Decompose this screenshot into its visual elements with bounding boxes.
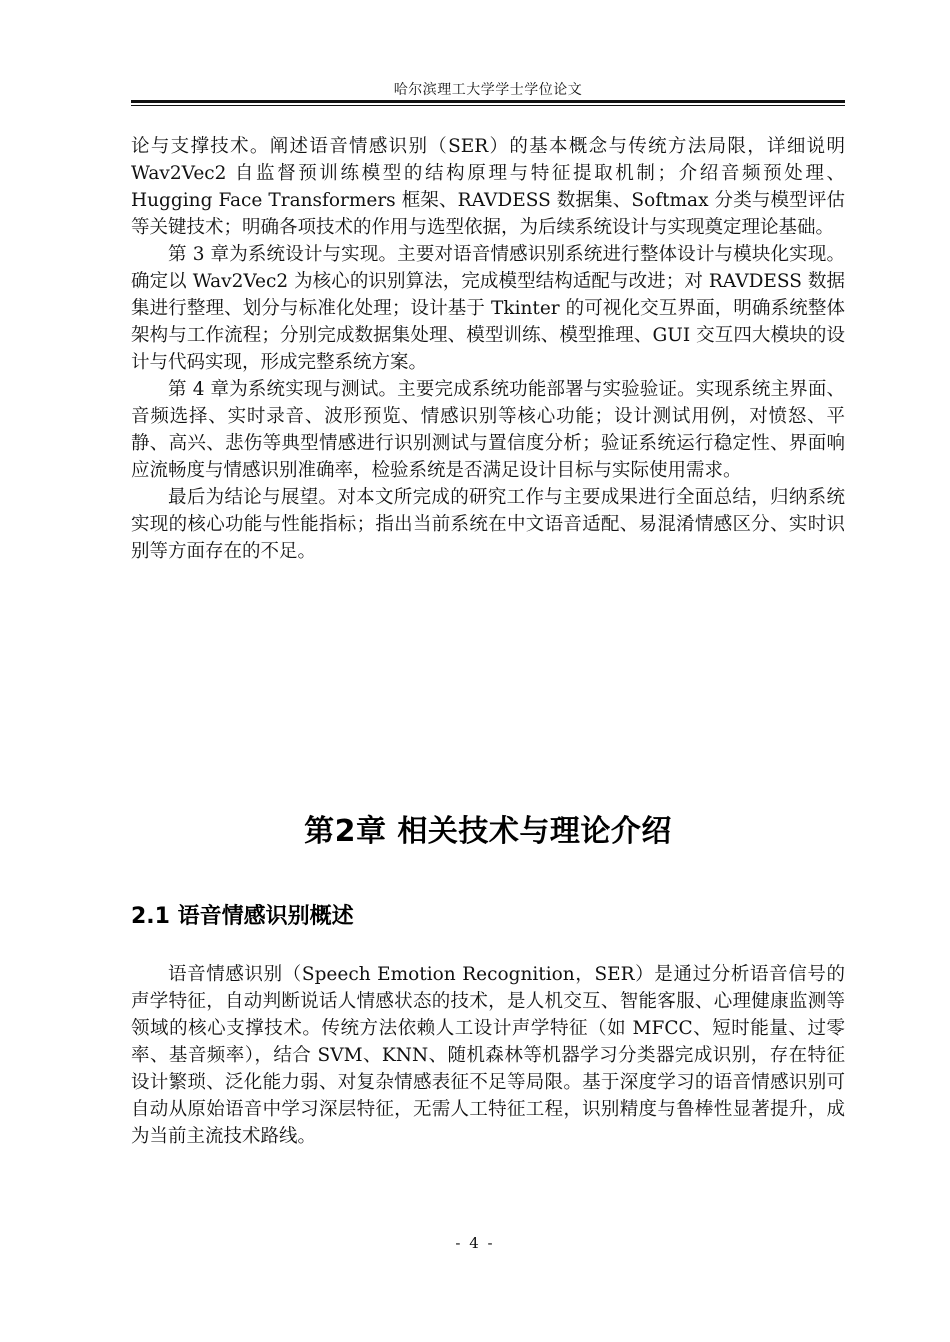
- header-rule-thin: [131, 105, 845, 106]
- section-body-text: [131, 961, 845, 1150]
- paragraph-chapter2-summary: 论与支撑技术。阐述语音情感识别（SER）的基本概念与传统方法局限，详细说明 Wav2Vec2 自监督预训练模型的结构原理与特征提取机制；介绍音频预处理、Hugging Face Transformers 框架、RAVDESS 数据集、Softmax 分类与模型评估等关键技术；明确各项技术的作用与选型依据，为后续系统设计与实现奠定理论基础。: [131, 136, 845, 238]
- paragraph-conclusion-summary: 最后为结论与展望。对本文所完成的研究工作与主要成果进行全面总结，归纳系统实现的核心功能与性能指标；指出当前系统在中文语音适配、易混淆情感区分、实时识别等方面存在的不足。: [131, 487, 845, 562]
- top-body-text: [131, 133, 845, 565]
- running-header: 哈尔滨理工大学学士学位论文: [393, 82, 583, 98]
- paragraph-chapter3-summary: 第 3 章为系统设计与实现。主要对语音情感识别系统进行整体设计与模块化实现。确定以 Wav2Vec2 为核心的识别算法，完成模型结构适配与改进；对 RAVDESS 数据集进行整理、划分与标准化处理；设计基于 Tkinter 的可视化交互界面，明确系统整体架构与工作流程；分别完成数据集处理、模型训练、模型推理、GUI 交互四大模块的设计与代码实现，形成完整系统方案。: [131, 244, 845, 373]
- section-title: 2.1 语音情感识别概述: [131, 904, 354, 929]
- paragraph-chapter4-summary: 第 4 章为系统实现与测试。主要完成系统功能部署与实验验证。实现系统主界面、音频选择、实时录音、波形预览、情感识别等核心功能；设计测试用例，对愤怒、平静、高兴、悲伤等典型情感进行识别测试与置信度分析；验证系统运行稳定性、界面响应流畅度与情感识别准确率，检验系统是否满足设计目标与实际使用需求。: [131, 379, 845, 481]
- header-rule-thick: [131, 100, 845, 103]
- chapter-title: 第2章 相关技术与理论介绍: [304, 814, 672, 849]
- paragraph-ser-overview: 语音情感识别（Speech Emotion Recognition，SER）是通过分析语音信号的声学特征，自动判断说话人情感状态的技术，是人机交互、智能客服、心理健康监测等领域的核心支撑技术。传统方法依赖人工设计声学特征（如 MFCC、短时能量、过零率、基音频率），结合 SVM、KNN、随机森林等机器学习分类器完成识别，存在特征设计繁琐、泛化能力弱、对复杂情感表征不足等局限。基于深度学习的语音情感识别可自动从原始语音中学习深层特征，无需人工特征工程，识别精度与鲁棒性显著提升，成为当前主流技术路线。: [131, 964, 845, 1147]
- page-number: - 4 -: [455, 1234, 495, 1252]
